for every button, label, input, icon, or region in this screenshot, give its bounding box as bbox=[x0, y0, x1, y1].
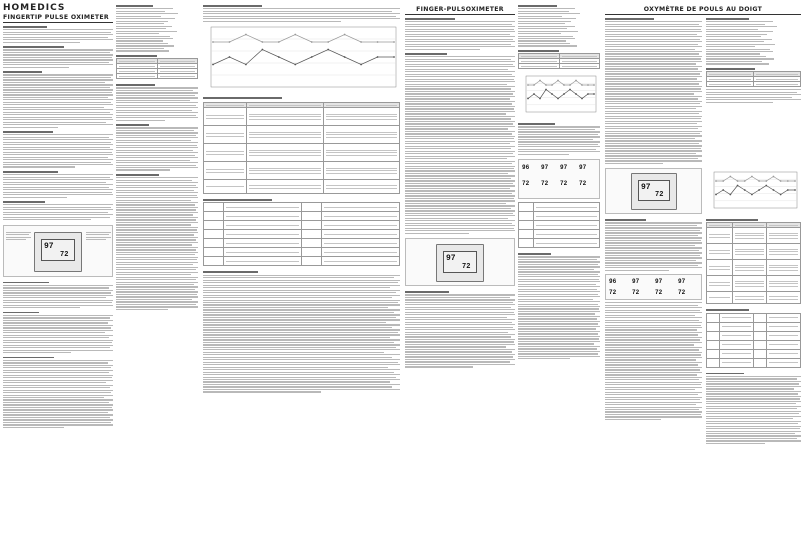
chart-point bbox=[780, 194, 782, 196]
french-title: OXYMÈTRE DE POULS AU DOIGT bbox=[643, 6, 763, 13]
french-symbols-table bbox=[706, 313, 801, 368]
chart-point bbox=[545, 89, 547, 91]
german-title: FINGER-PULSOXIMETER bbox=[416, 6, 504, 13]
english-troubleshooting-table bbox=[203, 102, 400, 194]
chart-point bbox=[581, 84, 583, 86]
english-chart-caption bbox=[203, 95, 400, 100]
chart-point bbox=[533, 84, 535, 86]
chart-point bbox=[261, 41, 263, 43]
chart-point bbox=[278, 41, 280, 43]
chart-point bbox=[377, 56, 379, 58]
chart-point bbox=[557, 98, 559, 100]
chart-point bbox=[551, 84, 553, 86]
german-symbols-table bbox=[518, 202, 600, 248]
chart-point bbox=[539, 98, 541, 100]
french-warranty-text bbox=[706, 371, 801, 446]
chart-point bbox=[751, 194, 753, 196]
chart-frame bbox=[526, 76, 596, 112]
chart-point bbox=[744, 189, 746, 191]
chart-point bbox=[294, 34, 296, 36]
chart-point bbox=[758, 189, 760, 191]
chart-frame bbox=[211, 27, 396, 87]
german-spec-table bbox=[518, 53, 600, 69]
chart-point bbox=[245, 64, 247, 66]
chart-point bbox=[722, 180, 724, 182]
chart-point bbox=[229, 56, 231, 58]
french-display-diagram bbox=[605, 168, 702, 214]
chart-point bbox=[569, 84, 571, 86]
chart-point bbox=[758, 180, 760, 182]
english-column-1 bbox=[3, 3, 113, 539]
english-column-3 bbox=[203, 3, 400, 539]
english-cleaning-text bbox=[116, 82, 198, 311]
german-readings-strip: 96 97 97 97 72 72 72 72 bbox=[518, 159, 600, 199]
french-specifications-text bbox=[706, 16, 801, 165]
chart-point bbox=[393, 56, 395, 58]
chart-point bbox=[557, 80, 559, 82]
chart-point bbox=[575, 80, 577, 82]
chart-point bbox=[311, 41, 313, 43]
chart-point bbox=[527, 84, 529, 86]
english-column-2 bbox=[116, 3, 198, 539]
chart-point bbox=[587, 84, 589, 86]
chart-point bbox=[563, 84, 565, 86]
chart-point bbox=[278, 56, 280, 58]
chart-point bbox=[327, 49, 329, 51]
chart-point bbox=[737, 185, 739, 187]
chart-point bbox=[751, 176, 753, 178]
chart-point bbox=[327, 41, 329, 43]
german-intro-text bbox=[405, 16, 515, 235]
chart-point bbox=[780, 180, 782, 182]
chart-point bbox=[765, 185, 767, 187]
french-spo2-reading: 97 bbox=[641, 183, 651, 193]
chart-point bbox=[539, 80, 541, 82]
chart-point bbox=[575, 93, 577, 95]
chart-point bbox=[377, 41, 379, 43]
title-rule bbox=[3, 22, 113, 23]
german-operation-text bbox=[405, 289, 515, 369]
chart-point bbox=[360, 64, 362, 66]
chart-point bbox=[787, 189, 789, 191]
chart-point bbox=[527, 98, 529, 100]
german-column-2 bbox=[518, 3, 600, 539]
chart-point bbox=[715, 180, 717, 182]
chart-point bbox=[581, 98, 583, 100]
oximeter-device-image bbox=[34, 232, 82, 272]
chart-point bbox=[212, 41, 214, 43]
german-spo2-reading: 97 bbox=[446, 254, 456, 264]
chart-point bbox=[229, 41, 231, 43]
french-intro-text bbox=[605, 16, 702, 165]
french-readings-strip: 96 97 97 97 72 72 72 72 bbox=[605, 274, 702, 300]
chart-point bbox=[245, 34, 247, 36]
english-operation-text bbox=[3, 280, 113, 430]
oximeter-display-diagram bbox=[3, 225, 113, 277]
german-pulse-reading: 72 bbox=[462, 263, 471, 272]
chart-point bbox=[294, 64, 296, 66]
french-column bbox=[605, 3, 801, 539]
chart-point bbox=[737, 180, 739, 182]
english-intro-text bbox=[3, 24, 113, 222]
chart-point bbox=[360, 41, 362, 43]
chart-point bbox=[729, 176, 731, 178]
english-spec-table bbox=[116, 58, 198, 79]
chart-point bbox=[794, 189, 796, 191]
chart-point bbox=[212, 64, 214, 66]
chart-point bbox=[533, 93, 535, 95]
pulse-reading: 72 bbox=[60, 250, 69, 259]
german-column-1 bbox=[405, 3, 515, 539]
chart-point bbox=[794, 180, 796, 182]
english-title: FINGERTIP PULSE OXIMETER bbox=[3, 14, 109, 21]
chart-point bbox=[551, 93, 553, 95]
english-specifications-text bbox=[116, 3, 198, 58]
chart-point bbox=[393, 41, 395, 43]
spo2-reading: 97 bbox=[44, 241, 54, 251]
french-spec-table bbox=[706, 71, 801, 87]
german-warranty-text bbox=[518, 251, 600, 361]
chart-point bbox=[593, 93, 595, 95]
chart-point bbox=[593, 84, 595, 86]
chart-frame bbox=[714, 172, 797, 208]
chart-point bbox=[787, 180, 789, 182]
chart-point bbox=[563, 93, 565, 95]
german-sample-chart bbox=[518, 72, 600, 118]
chart-point bbox=[722, 189, 724, 191]
chart-point bbox=[261, 49, 263, 51]
french-sample-chart bbox=[706, 168, 801, 214]
english-warranty-text bbox=[203, 269, 400, 393]
french-troubleshooting-table bbox=[706, 222, 801, 304]
german-cleaning-text bbox=[518, 121, 600, 156]
german-specifications-text bbox=[518, 3, 600, 53]
english-symbols-table bbox=[203, 202, 400, 266]
homedics-logo: HOMEDICS bbox=[3, 3, 66, 13]
chart-point bbox=[545, 84, 547, 86]
chart-point bbox=[744, 180, 746, 182]
chart-point bbox=[569, 89, 571, 91]
chart-point bbox=[311, 56, 313, 58]
chart-point bbox=[344, 56, 346, 58]
chart-point bbox=[773, 189, 775, 191]
chart-point bbox=[344, 34, 346, 36]
french-operation-text bbox=[605, 217, 702, 445]
chart-point bbox=[587, 93, 589, 95]
chart-point bbox=[729, 194, 731, 196]
chart-point bbox=[773, 176, 775, 178]
english-sample-chart bbox=[203, 23, 400, 93]
chart-point bbox=[715, 194, 717, 196]
french-pulse-reading: 72 bbox=[655, 191, 664, 200]
english-disclaimer-text bbox=[203, 3, 400, 23]
chart-point bbox=[765, 180, 767, 182]
german-display-diagram bbox=[405, 238, 515, 286]
